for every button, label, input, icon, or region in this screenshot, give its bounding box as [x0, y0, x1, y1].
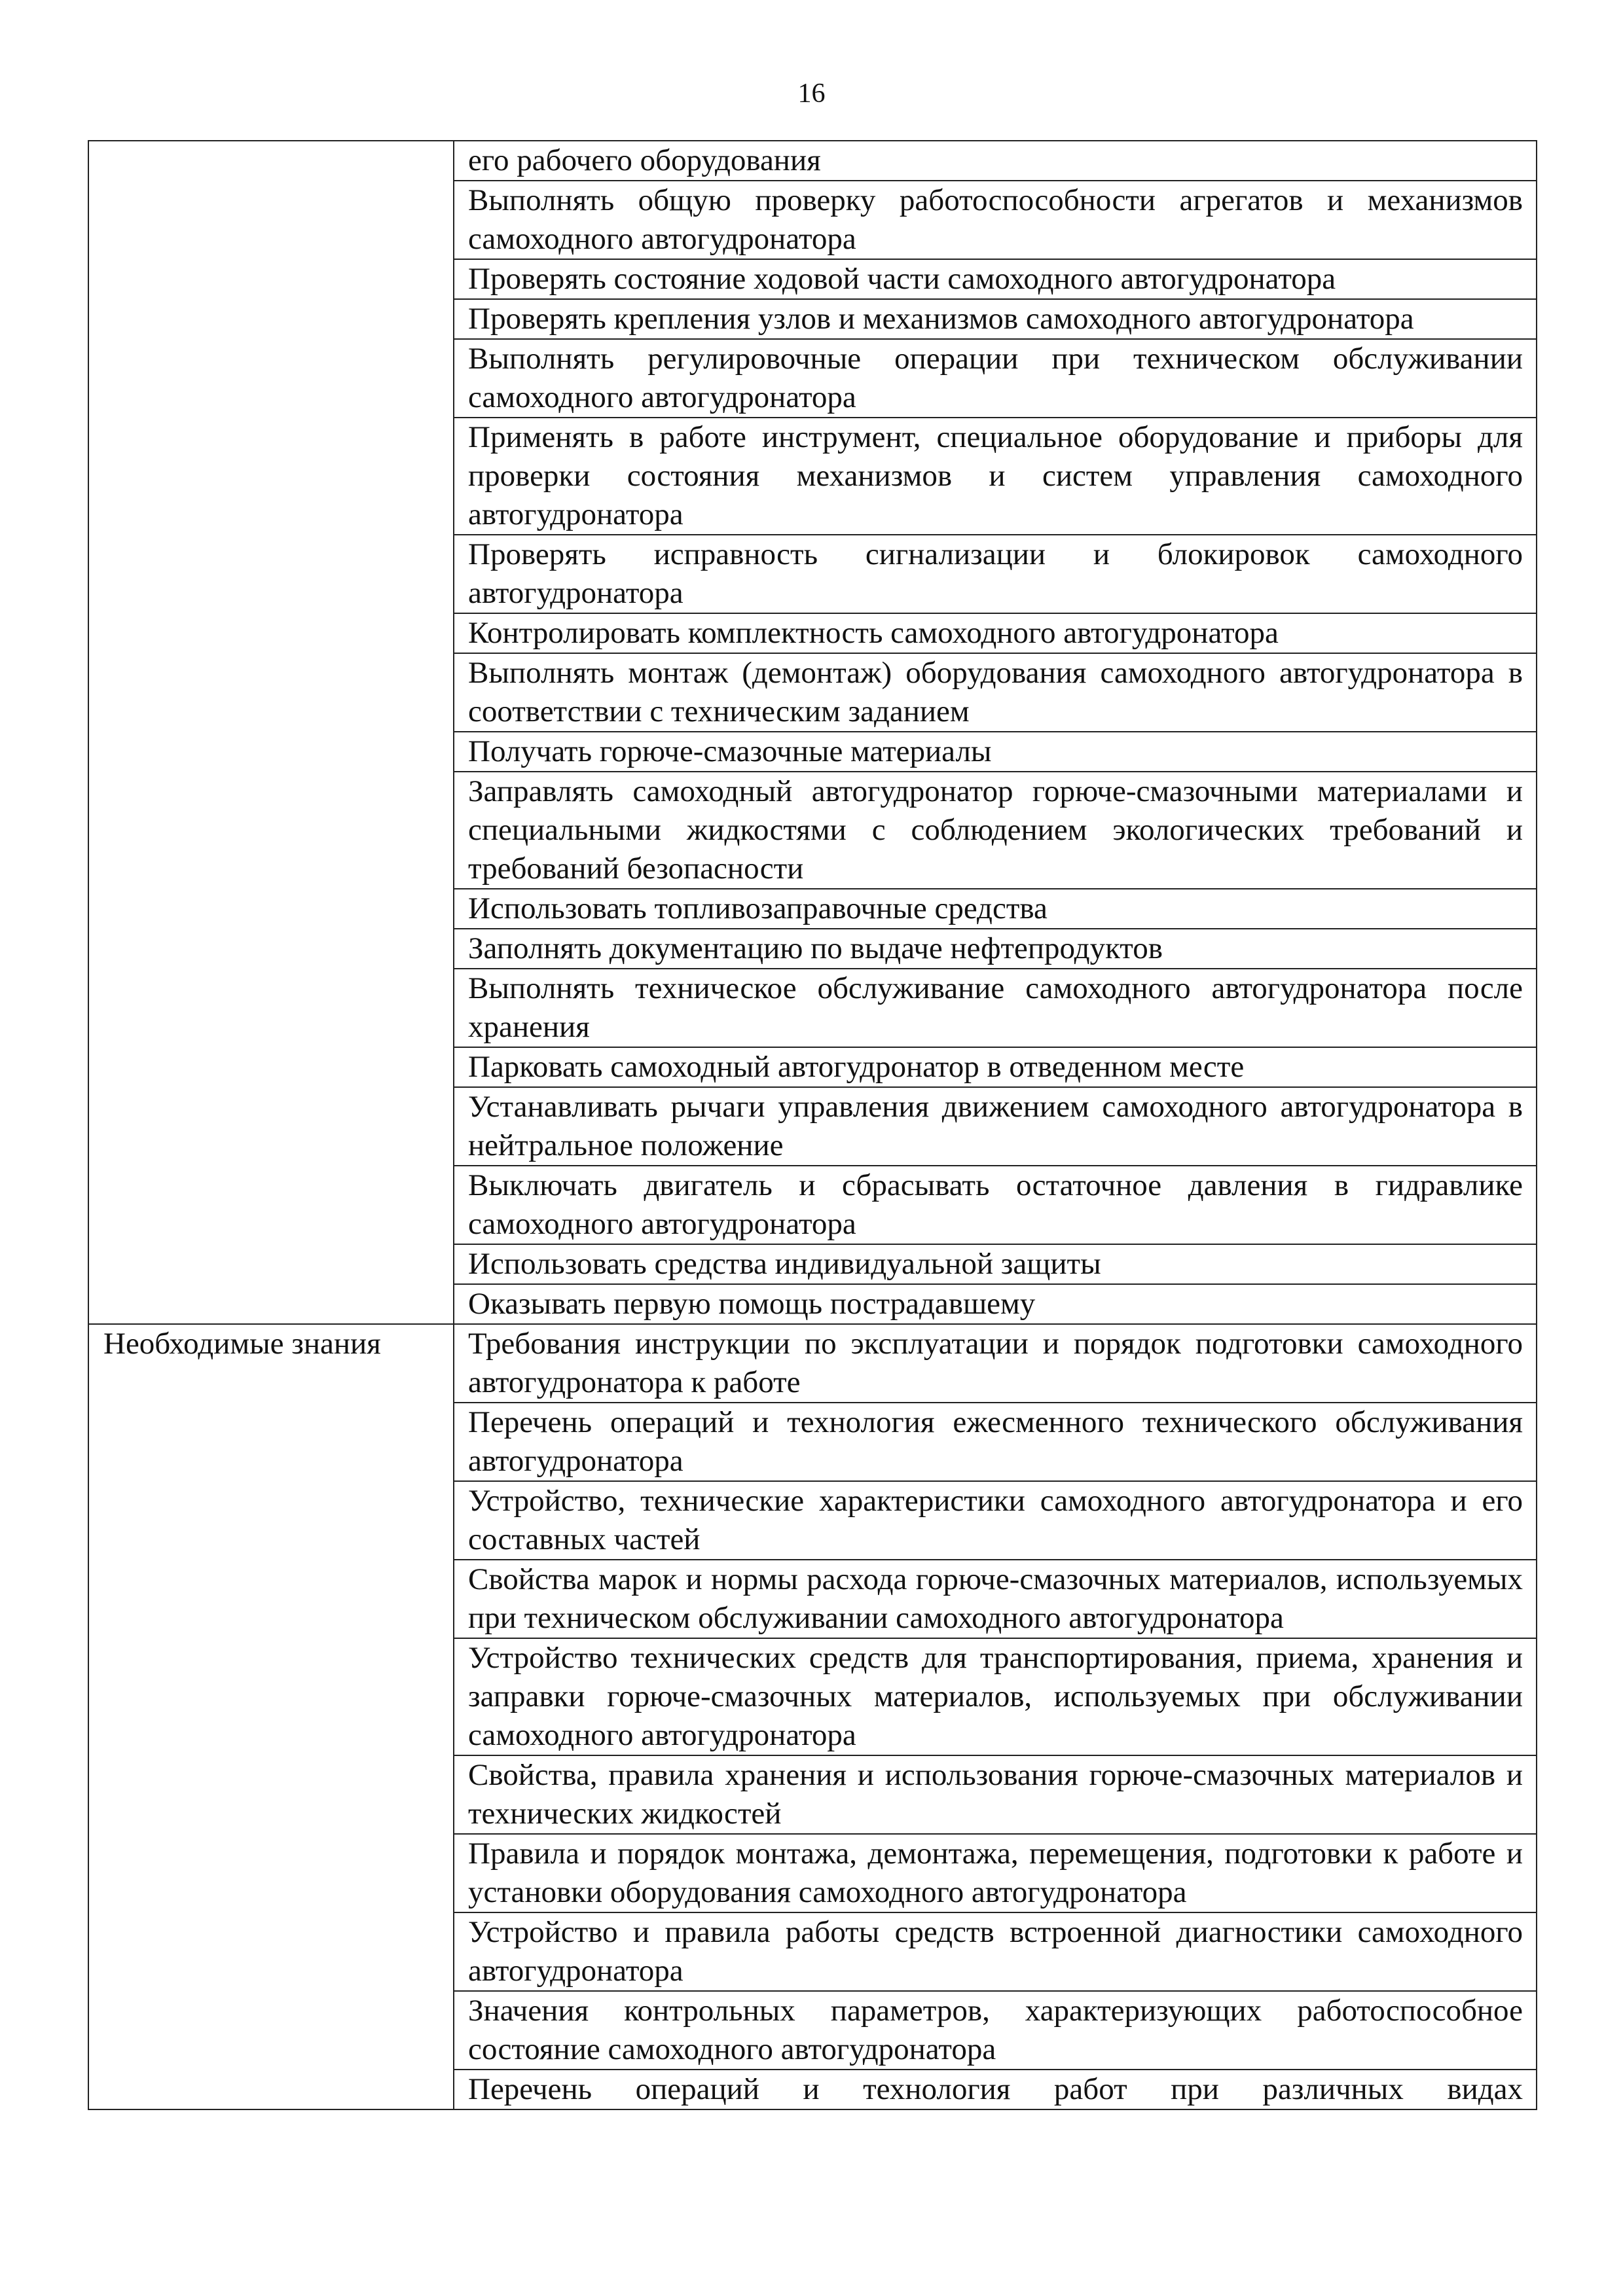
- page-number: 16: [797, 79, 826, 109]
- table-row: [88, 1166, 1537, 1244]
- table-row: [88, 418, 1537, 535]
- empty-label-cell: [88, 1087, 454, 1166]
- skill-cell: Использовать топливозаправочные средства: [454, 889, 1537, 929]
- skill-cell: Устанавливать рычаги управления движением самоходного автогудронатора в нейтральное положение: [454, 1087, 1537, 1166]
- empty-label-cell: [88, 1481, 454, 1560]
- knowledge-cell: Свойства, правила хранения и использования горюче-смазочных материалов и технических жидкостей: [454, 1755, 1537, 1834]
- table-row: [88, 1638, 1537, 1755]
- knowledge-cell: Устройство и правила работы средств встроенной диагностики самоходного автогудронатора: [454, 1912, 1537, 1991]
- skill-cell: Оказывать первую помощь пострадавшему: [454, 1284, 1537, 1324]
- knowledge-cell: Перечень операций и технология работ при различных видах: [454, 2070, 1537, 2109]
- empty-label-cell: [88, 732, 454, 772]
- empty-label-cell: [88, 1834, 454, 1912]
- empty-label-cell: [88, 1403, 454, 1481]
- empty-label-cell: [88, 1284, 454, 1324]
- empty-label-cell: [88, 1755, 454, 1834]
- empty-label-cell: [88, 1560, 454, 1638]
- skill-cell: Проверять состояние ходовой части самоходного автогудронатора: [454, 259, 1537, 299]
- table-row: [88, 1403, 1537, 1481]
- empty-label-cell: [88, 1638, 454, 1755]
- requirements-table: [88, 140, 1537, 2110]
- skill-cell: Выполнять техническое обслуживание самоходного автогудронатора после хранения: [454, 969, 1537, 1047]
- empty-label-cell: [88, 141, 454, 181]
- table-row: [88, 259, 1537, 299]
- table-row: [88, 653, 1537, 732]
- skill-cell: Выключать двигатель и сбрасывать остаточное давления в гидравлике самоходного автогудронатора: [454, 1166, 1537, 1244]
- skill-cell: Заправлять самоходный автогудронатор горюче-смазочными материалами и специальными жидкостями с соблюдением экологических требований и требований безопасности: [454, 772, 1537, 889]
- skill-cell: Проверять исправность сигнализации и блокировок самоходного автогудронатора: [454, 535, 1537, 613]
- skill-cell: Использовать средства индивидуальной защиты: [454, 1244, 1537, 1284]
- knowledge-cell: Устройство технических средств для транспортирования, приема, хранения и заправки горюче-смазочных материалов, используемых при обслуживании самоходного автогудронатора: [454, 1638, 1537, 1755]
- empty-label-cell: [88, 772, 454, 889]
- table-row: [88, 1912, 1537, 1991]
- empty-label-cell: [88, 889, 454, 929]
- table-row: [88, 1047, 1537, 1087]
- table-row: [88, 2070, 1537, 2109]
- empty-label-cell: [88, 181, 454, 259]
- empty-label-cell: [88, 653, 454, 732]
- knowledge-cell: Значения контрольных параметров, характеризующих работоспособное состояние самоходного автогудронатора: [454, 1991, 1537, 2070]
- skill-cell: Выполнять общую проверку работоспособности агрегатов и механизмов самоходного автогудронатора: [454, 181, 1537, 259]
- table-row: [88, 969, 1537, 1047]
- table-row: [88, 889, 1537, 929]
- skill-cell: Выполнять монтаж (демонтаж) оборудования самоходного автогудронатора в соответствии с техническим заданием: [454, 653, 1537, 732]
- skill-cell: Применять в работе инструмент, специальное оборудование и приборы для проверки состояния механизмов и систем управления самоходного автогудронатора: [454, 418, 1537, 535]
- knowledge-cell: Правила и порядок монтажа, демонтажа, перемещения, подготовки к работе и установки оборудования самоходного автогудронатора: [454, 1834, 1537, 1912]
- table-row: [88, 181, 1537, 259]
- table-row: [88, 1087, 1537, 1166]
- table-row: [88, 299, 1537, 339]
- knowledge-cell: Требования инструкции по эксплуатации и порядок подготовки самоходного автогудронатора к работе: [454, 1324, 1537, 1403]
- empty-label-cell: [88, 1991, 454, 2070]
- table-row: [88, 141, 1537, 181]
- table-row: [88, 339, 1537, 418]
- knowledge-cell: Свойства марок и нормы расхода горюче-смазочных материалов, используемых при техническом обслуживании самоходного автогудронатора: [454, 1560, 1537, 1638]
- empty-label-cell: [88, 418, 454, 535]
- table-row: [88, 1755, 1537, 1834]
- empty-label-cell: [88, 1912, 454, 1991]
- table-row: [88, 929, 1537, 969]
- skill-cell: Парковать самоходный автогудронатор в отведенном месте: [454, 1047, 1537, 1087]
- knowledge-cell: Устройство, технические характеристики самоходного автогудронатора и его составных частей: [454, 1481, 1537, 1560]
- knowledge-cell: Перечень операций и технология ежесменного технического обслуживания автогудронатора: [454, 1403, 1537, 1481]
- empty-label-cell: [88, 259, 454, 299]
- empty-label-cell: [88, 969, 454, 1047]
- table-row: [88, 1244, 1537, 1284]
- table-row: [88, 732, 1537, 772]
- skill-cell: Контролировать комплектность самоходного автогудронатора: [454, 613, 1537, 653]
- table-row: [88, 772, 1537, 889]
- skill-cell: Проверять крепления узлов и механизмов самоходного автогудронатора: [454, 299, 1537, 339]
- empty-label-cell: [88, 929, 454, 969]
- empty-label-cell: [88, 299, 454, 339]
- skill-cell: Получать горюче-смазочные материалы: [454, 732, 1537, 772]
- table-row: [88, 1834, 1537, 1912]
- empty-label-cell: [88, 613, 454, 653]
- empty-label-cell: [88, 1166, 454, 1244]
- table-row: [88, 1481, 1537, 1560]
- skill-cell: его рабочего оборудования: [454, 141, 1537, 181]
- table-row: [88, 613, 1537, 653]
- table-row: [88, 1324, 1537, 1403]
- empty-label-cell: [88, 2070, 454, 2109]
- table-row: [88, 535, 1537, 613]
- empty-label-cell: [88, 535, 454, 613]
- empty-label-cell: [88, 1244, 454, 1284]
- table-row: [88, 1284, 1537, 1324]
- skill-cell: Заполнять документацию по выдаче нефтепродуктов: [454, 929, 1537, 969]
- table-row: [88, 1560, 1537, 1638]
- knowledge-label: Необходимые знания: [88, 1324, 454, 1403]
- empty-label-cell: [88, 1047, 454, 1087]
- table-row: [88, 1991, 1537, 2070]
- skill-cell: Выполнять регулировочные операции при техническом обслуживании самоходного автогудронатора: [454, 339, 1537, 418]
- empty-label-cell: [88, 339, 454, 418]
